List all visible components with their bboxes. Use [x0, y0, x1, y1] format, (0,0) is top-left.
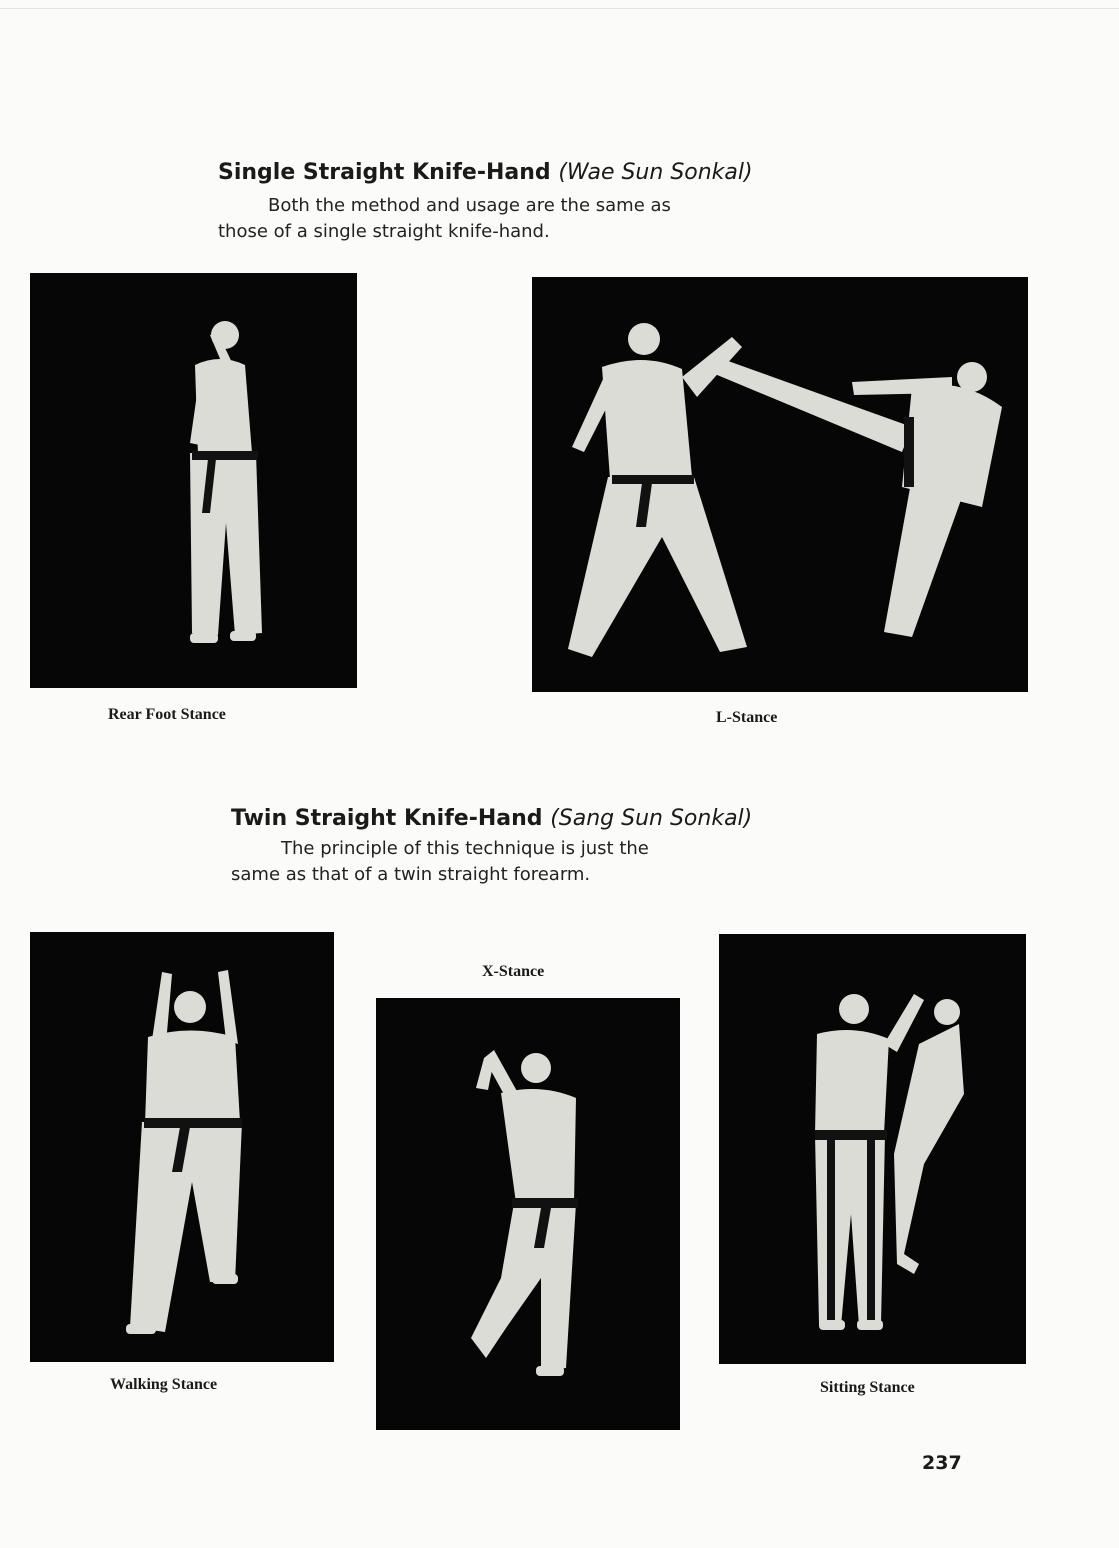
section-title-twin-knife-hand	[231, 806, 752, 831]
description-line: The principle of this technique is just the	[281, 838, 649, 859]
section-title-text: Twin Straight Knife-Hand	[231, 806, 543, 831]
section-title-single-knife-hand	[218, 160, 753, 185]
section-description-twin-knife-hand	[231, 836, 649, 888]
description-line: same as that of a twin straight forearm.	[231, 864, 591, 885]
photo-x-stance	[376, 998, 680, 1430]
section-description-single-knife-hand	[218, 193, 671, 245]
description-line: those of a single straight knife-hand.	[218, 221, 550, 242]
photo-sitting-stance	[719, 934, 1026, 1364]
photo-caption: L-Stance	[716, 709, 778, 726]
figure-illustration	[719, 934, 1026, 1364]
description-line: Both the method and usage are the same as	[268, 195, 671, 216]
figure-illustration	[376, 998, 680, 1430]
figure-illustration	[30, 932, 334, 1362]
section-subtitle: (Sang Sun Sonkal)	[550, 806, 753, 831]
photo-l-stance	[532, 277, 1028, 692]
photo-caption: Walking Stance	[110, 1376, 218, 1393]
photo-caption: Rear Foot Stance	[108, 706, 226, 723]
page-top-edge	[0, 8, 1119, 9]
photo-rear-foot-stance	[30, 273, 357, 688]
figure-illustration	[30, 273, 357, 688]
figure-illustration	[532, 277, 1028, 692]
photo-caption: Sitting Stance	[820, 1379, 915, 1396]
photo-walking-stance	[30, 932, 334, 1362]
section-title-text: Single Straight Knife-Hand	[218, 160, 551, 185]
page-number: 237	[922, 1452, 962, 1474]
section-subtitle: (Wae Sun Sonkal)	[558, 160, 753, 185]
photo-caption: X-Stance	[482, 963, 545, 980]
